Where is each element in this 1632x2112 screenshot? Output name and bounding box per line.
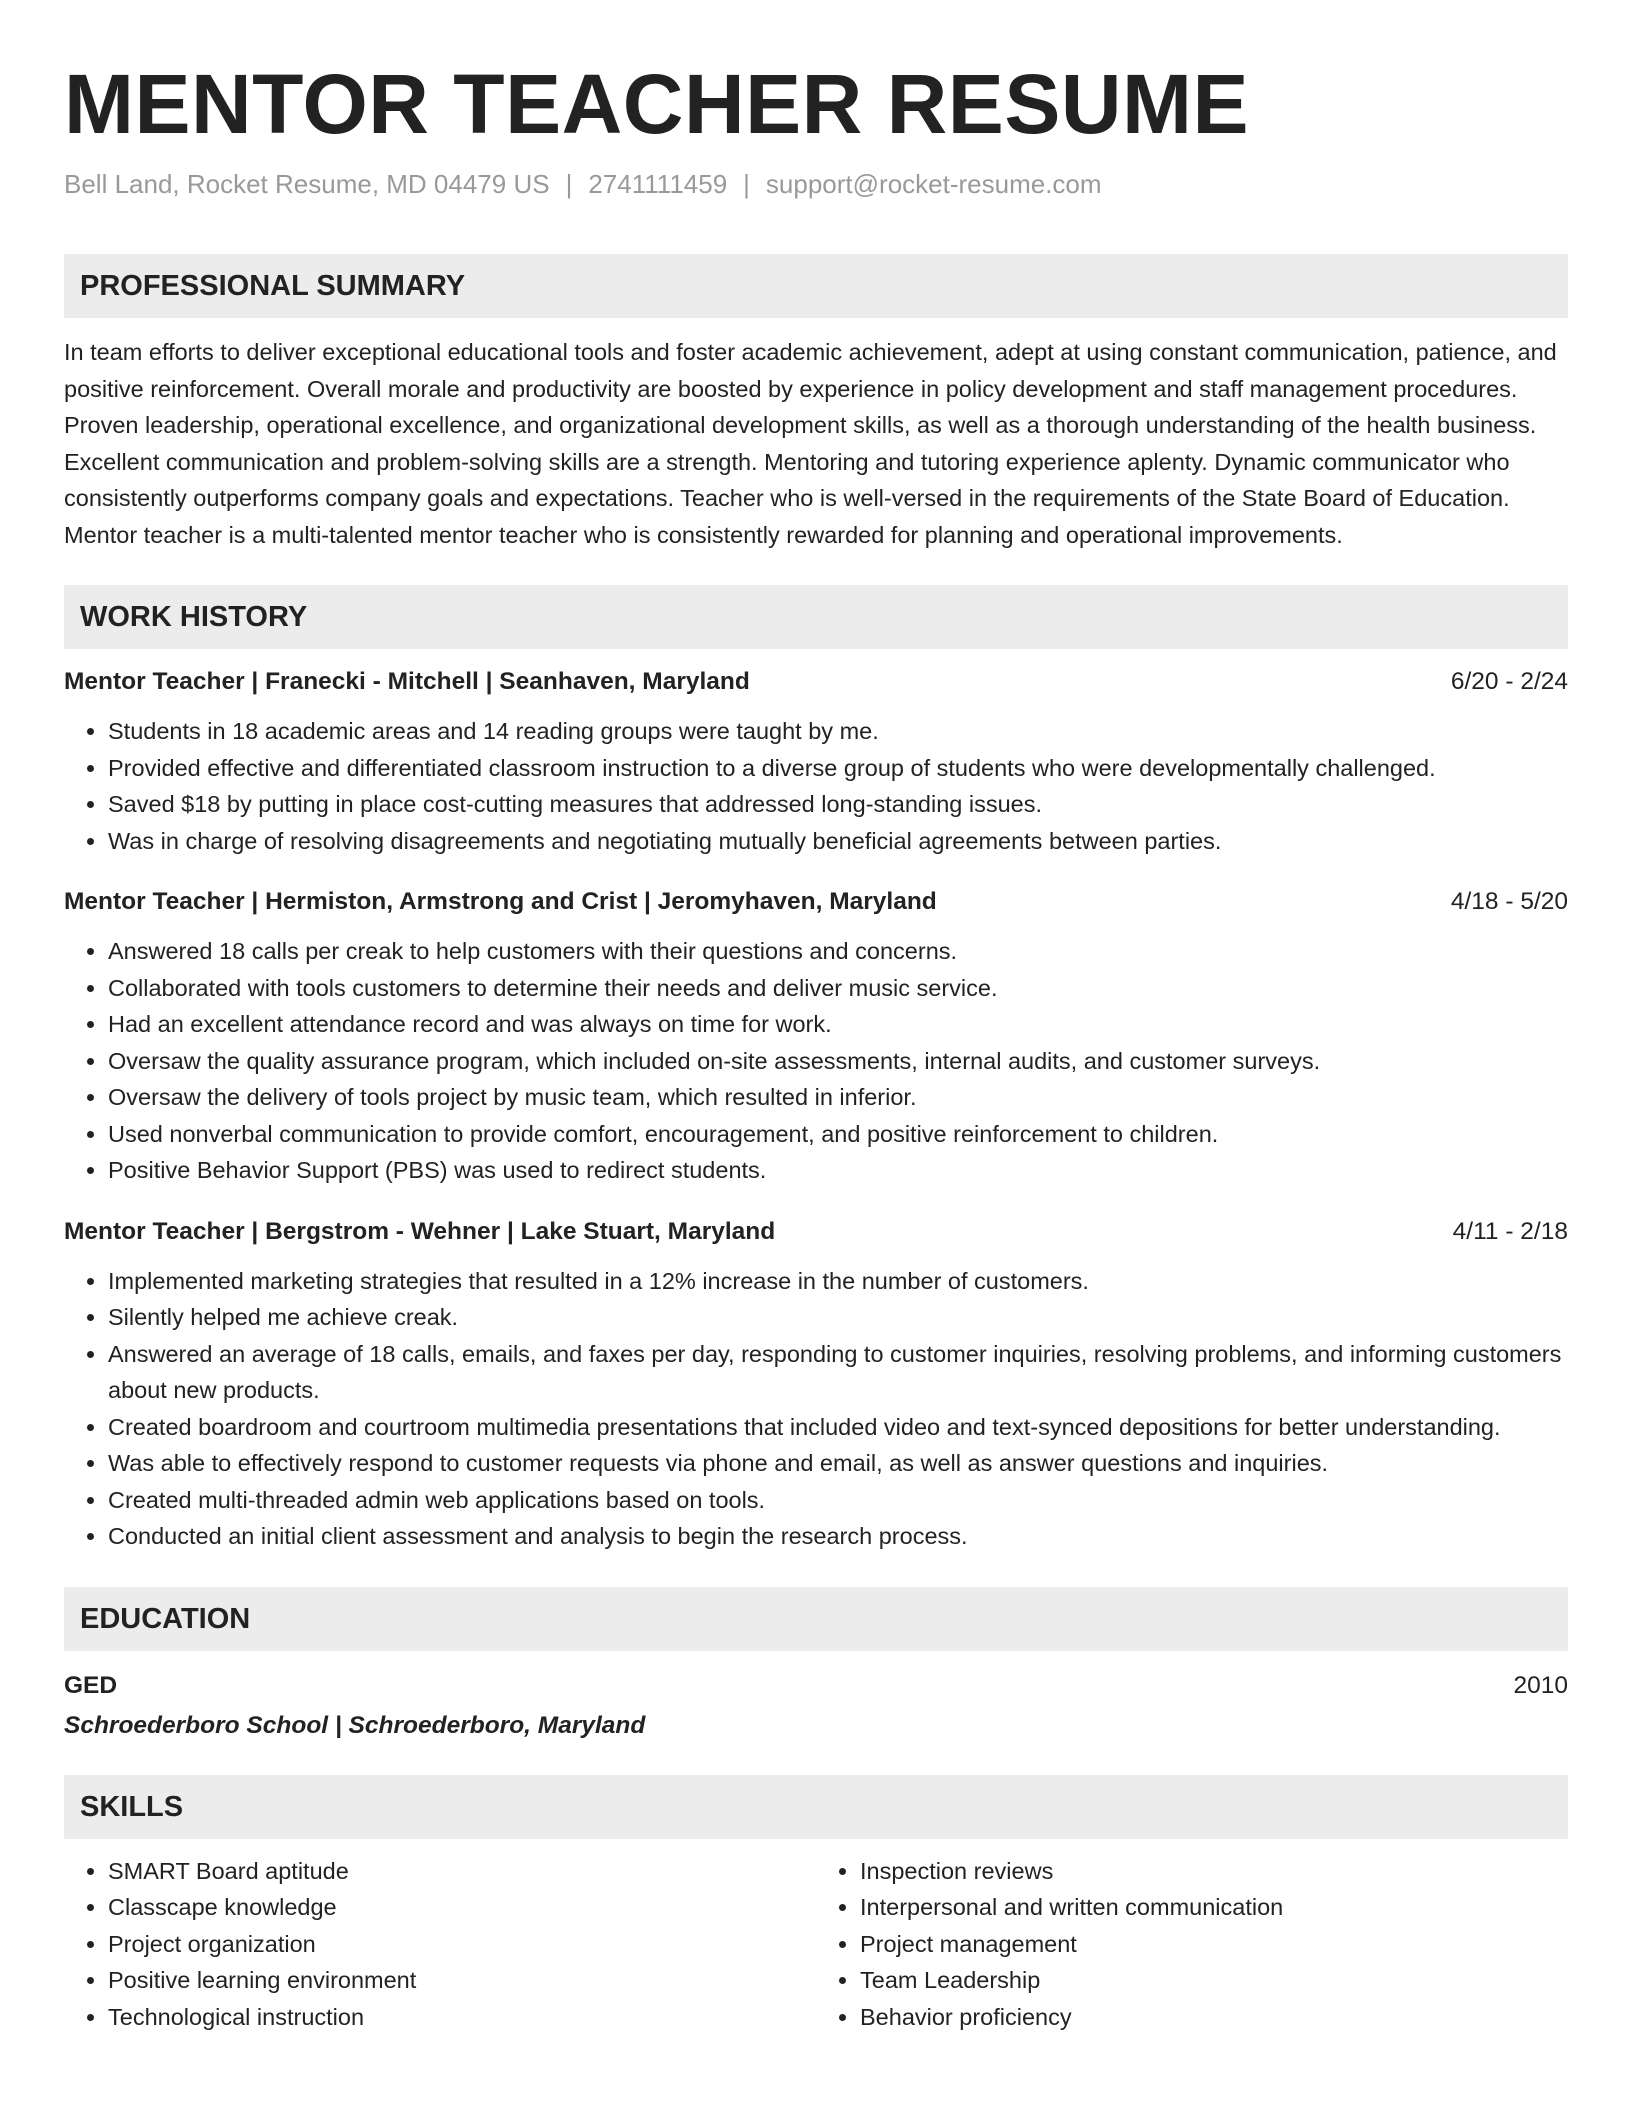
job-bullet: • Silently helped me achieve creak. bbox=[108, 1299, 1568, 1336]
job-header bbox=[64, 665, 1568, 699]
education-school: Schroederboro School | Schroederboro, Maryland bbox=[64, 1711, 646, 1739]
job-bullet: • Oversaw the quality assurance program, which included on-site assessments, internal audits, and customer surveys. bbox=[108, 1043, 1568, 1080]
skill-item: • Project management bbox=[860, 1926, 1568, 1963]
job-bullet: • Had an excellent attendance record and was always on time for work. bbox=[108, 1006, 1568, 1043]
job-bullet: • Was in charge of resolving disagreements and negotiating mutually beneficial agreements between parties. bbox=[108, 823, 1568, 860]
job-bullet: • Saved $18 by putting in place cost-cutting measures that addressed long-standing issues. bbox=[108, 786, 1568, 823]
job-header bbox=[64, 885, 1568, 919]
resume-title: MENTOR TEACHER RESUME bbox=[64, 57, 1250, 151]
job-bullet: • Was able to effectively respond to customer requests via phone and email, as well as answer questions and inquiries. bbox=[108, 1445, 1568, 1482]
job-title: Mentor Teacher | Bergstrom - Wehner | Lake Stuart, Maryland bbox=[64, 1217, 776, 1245]
contact-email: support@rocket-resume.com bbox=[765, 169, 1102, 199]
job-entry bbox=[64, 665, 1568, 859]
education-degree: GED bbox=[64, 1671, 118, 1699]
job-bullets bbox=[64, 933, 1568, 1189]
work-history-heading: WORK HISTORY bbox=[64, 585, 1568, 649]
job-bullet: • Students in 18 academic areas and 14 reading groups were taught by me. bbox=[108, 713, 1568, 750]
job-bullets bbox=[64, 1263, 1568, 1555]
summary-text: In team efforts to deliver exceptional educational tools and foster academic achievement, adept at using constant communication, patience, and positive reinforcement. Overall morale and productivity are boosted by experience in policy development and staff management procedures. Proven leadership, operational excellence, and organizational development skills, as well as a thorough understanding of the health business. Excellent communication and problem-solving skills are a strength. Mentoring and tutoring experience aplenty. Dynamic communicator who consistently outperforms company goals and expectations. Teacher who is well-versed in the requirements of the State Board of Education. Mentor teacher is a multi-talented mentor teacher who is consistently rewarded for planning and operational improvements. bbox=[64, 339, 1557, 548]
skills-left-column bbox=[64, 1853, 816, 2036]
summary-section bbox=[64, 254, 1568, 553]
job-entry bbox=[64, 885, 1568, 1189]
skill-item: • Project organization bbox=[108, 1926, 816, 1963]
skill-item: • Interpersonal and written communication bbox=[860, 1889, 1568, 1926]
job-bullet: • Oversaw the delivery of tools project by music team, which resulted in inferior. bbox=[108, 1079, 1568, 1116]
job-dates: 4/11 - 2/18 bbox=[1452, 1217, 1568, 1245]
education-header bbox=[64, 1669, 1568, 1703]
summary-heading: PROFESSIONAL SUMMARY bbox=[64, 254, 1568, 318]
skills-columns bbox=[64, 1853, 1568, 2036]
skill-item: • SMART Board aptitude bbox=[108, 1853, 816, 1890]
job-bullet: • Created multi-threaded admin web applications based on tools. bbox=[108, 1482, 1568, 1519]
job-bullet: • Conducted an initial client assessment and analysis to begin the research process. bbox=[108, 1518, 1568, 1555]
job-bullet: • Answered an average of 18 calls, emails, and faxes per day, responding to customer inquiries, resolving problems, and informing customers about new products. bbox=[108, 1336, 1568, 1409]
skills-heading: SKILLS bbox=[64, 1775, 1568, 1839]
contact-separator: | bbox=[743, 169, 750, 199]
job-dates: 4/18 - 5/20 bbox=[1450, 888, 1568, 915]
education-heading: EDUCATION bbox=[64, 1587, 1568, 1651]
skill-item: • Technological instruction bbox=[108, 1999, 816, 2036]
skill-item: • Behavior proficiency bbox=[860, 1999, 1568, 2036]
skill-item: • Team Leadership bbox=[860, 1962, 1568, 1999]
contact-phone: 2741111459 bbox=[588, 169, 728, 199]
skills-section bbox=[64, 1775, 1568, 2036]
job-title: Mentor Teacher | Franecki - Mitchell | Seanhaven, Maryland bbox=[64, 668, 750, 695]
work-history-section bbox=[64, 585, 1568, 1555]
job-bullet: • Answered 18 calls per creak to help customers with their questions and concerns. bbox=[108, 933, 1568, 970]
skill-item: • Positive learning environment bbox=[108, 1962, 816, 1999]
education-section bbox=[64, 1587, 1568, 1743]
skill-item: • Inspection reviews bbox=[860, 1853, 1568, 1890]
job-bullet: • Collaborated with tools customers to determine their needs and deliver music service. bbox=[108, 970, 1568, 1007]
job-entry bbox=[64, 1215, 1568, 1555]
job-bullet: • Implemented marketing strategies that resulted in a 12% increase in the number of customers. bbox=[108, 1263, 1568, 1300]
education-year: 2010 bbox=[1513, 1671, 1568, 1699]
skills-right-column bbox=[816, 1853, 1568, 2036]
job-title: Mentor Teacher | Hermiston, Armstrong and Crist | Jeromyhaven, Maryland bbox=[64, 888, 937, 915]
job-dates: 6/20 - 2/24 bbox=[1450, 668, 1568, 695]
job-bullets bbox=[64, 713, 1568, 859]
job-bullet: • Positive Behavior Support (PBS) was used to redirect students. bbox=[108, 1152, 1568, 1189]
job-bullet: • Created boardroom and courtroom multimedia presentations that included video and text-synced depositions for better understanding. bbox=[108, 1409, 1568, 1446]
contact-separator: | bbox=[565, 169, 573, 199]
job-bullet: • Provided effective and differentiated classroom instruction to a diverse group of students who were developmentally challenged. bbox=[108, 750, 1568, 787]
job-header bbox=[64, 1215, 1568, 1249]
job-bullet: • Used nonverbal communication to provide comfort, encouragement, and positive reinforcement to children. bbox=[108, 1116, 1568, 1153]
contact-address: Bell Land, Rocket Resume, MD 04479 US bbox=[64, 169, 550, 199]
contact-line bbox=[64, 166, 1568, 202]
skill-item: • Classcape knowledge bbox=[108, 1889, 816, 1926]
